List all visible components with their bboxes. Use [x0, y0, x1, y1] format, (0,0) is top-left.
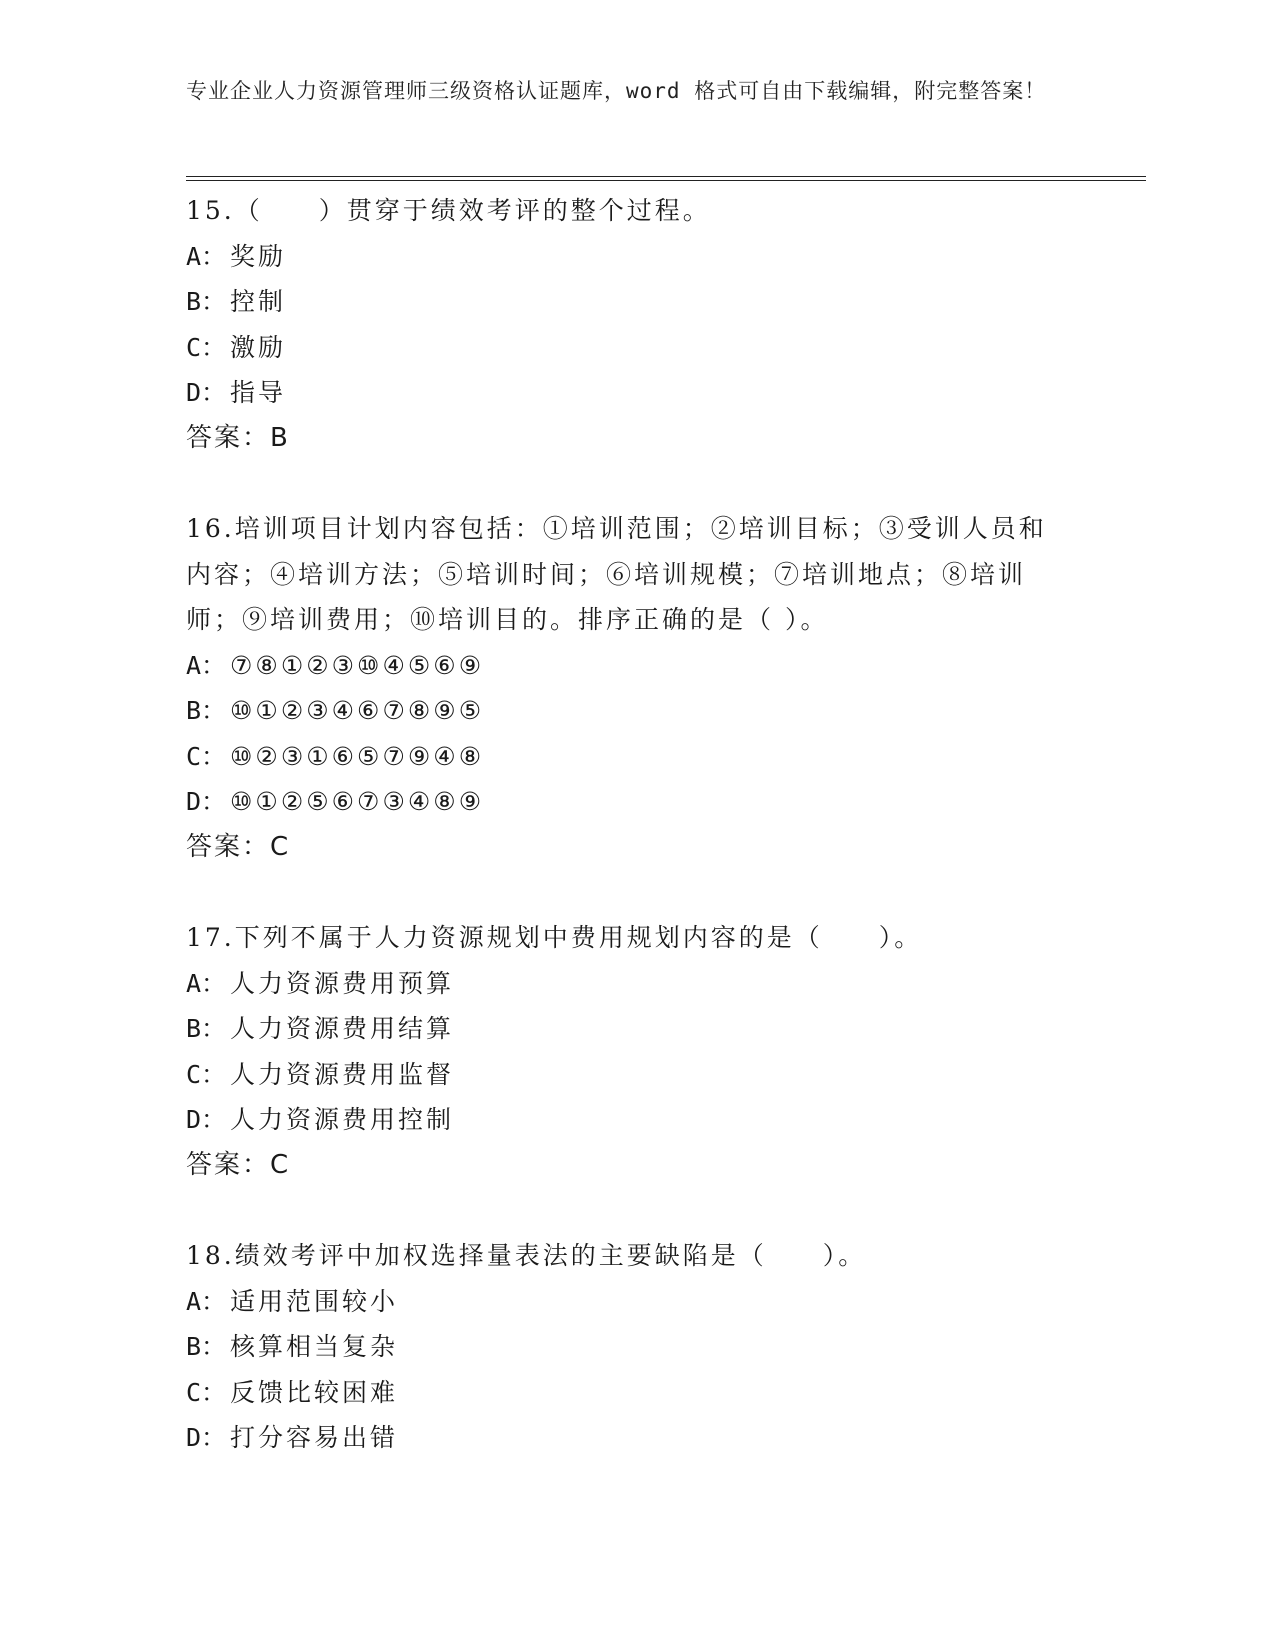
- option-text: ⑩①②⑤⑥⑦③④⑧⑨: [230, 787, 485, 816]
- option-key: A：: [186, 968, 227, 998]
- option-text: 核算相当复杂: [230, 1332, 399, 1361]
- option-text: 激励: [230, 332, 287, 362]
- option-a: [186, 1279, 1146, 1325]
- option-b: [186, 1006, 1146, 1052]
- option-key: A：: [186, 241, 227, 271]
- option-text: 打分容易出错: [230, 1423, 399, 1452]
- option-key: A：: [186, 650, 227, 680]
- option-d: [186, 1415, 1146, 1461]
- option-key: B：: [186, 1332, 227, 1361]
- option-d: [186, 1097, 1146, 1143]
- option-key: B：: [186, 287, 227, 316]
- option-b: [186, 688, 1146, 734]
- question-spacer: [186, 461, 1146, 506]
- option-key: C：: [186, 1059, 227, 1089]
- option-b: [186, 279, 1146, 325]
- question-16: [186, 506, 1146, 915]
- question-stem: 17.下列不属于人力资源规划中费用规划内容的是（ ）。: [186, 923, 923, 952]
- option-c: [186, 734, 1146, 780]
- question-18: [186, 1233, 1146, 1461]
- question-spacer: [186, 870, 1146, 915]
- option-text: ⑩②③①⑥⑤⑦⑨④⑧: [230, 741, 485, 771]
- answer-line: 答案：C: [186, 831, 291, 862]
- option-key: C：: [186, 741, 227, 771]
- option-a: [186, 961, 1146, 1007]
- option-key: B：: [186, 1014, 227, 1043]
- option-text: 反馈比较困难: [230, 1377, 399, 1407]
- option-key: B：: [186, 696, 227, 725]
- option-b: [186, 1324, 1146, 1370]
- option-text: 指导: [230, 378, 287, 407]
- option-key: C：: [186, 332, 227, 362]
- option-key: D：: [186, 1105, 227, 1134]
- option-key: A：: [186, 1286, 227, 1316]
- question-stem: 18.绩效考评中加权选择量表法的主要缺陷是（ ）。: [186, 1241, 867, 1270]
- question-list: [186, 188, 1146, 1461]
- document-header-intro: 专业企业人力资源管理师三级资格认证题库，word 格式可自由下载编辑，附完整答案！: [186, 79, 1047, 103]
- question-stem: 16.培训项目计划内容包括：①培训范围；②培训目标；③受训人员和内容；④培训方法；⑤培训时间；⑥培训规模；⑦培训地点；⑧培训师；⑨培训费用；⑩培训目的。排序正确的是（ ）。: [186, 514, 1047, 634]
- question-17: [186, 915, 1146, 1233]
- option-key: D：: [186, 787, 227, 816]
- option-c: [186, 1370, 1146, 1416]
- option-a: [186, 643, 1146, 689]
- answer-line: 答案：B: [186, 422, 290, 453]
- option-key: D：: [186, 378, 227, 407]
- option-d: [186, 370, 1146, 416]
- option-key: C：: [186, 1377, 227, 1407]
- option-c: [186, 1052, 1146, 1098]
- option-text: ⑩①②③④⑥⑦⑧⑨⑤: [230, 696, 485, 725]
- question-spacer: [186, 1188, 1146, 1233]
- option-text: 人力资源费用预算: [230, 968, 455, 998]
- option-text: 控制: [230, 287, 287, 316]
- option-text: 奖励: [230, 241, 287, 271]
- question-stem: 15.（ ）贯穿于绩效考评的整个过程。: [186, 196, 711, 225]
- option-c: [186, 325, 1146, 371]
- question-15: [186, 188, 1146, 506]
- option-text: 适用范围较小: [230, 1286, 399, 1316]
- answer-line: 答案：C: [186, 1149, 291, 1180]
- option-key: D：: [186, 1423, 227, 1452]
- option-text: 人力资源费用控制: [230, 1105, 455, 1134]
- option-a: [186, 234, 1146, 280]
- option-text: 人力资源费用结算: [230, 1014, 455, 1043]
- option-text: ⑦⑧①②③⑩④⑤⑥⑨: [230, 650, 485, 680]
- option-text: 人力资源费用监督: [230, 1059, 455, 1089]
- header-divider: [186, 176, 1146, 181]
- option-d: [186, 779, 1146, 825]
